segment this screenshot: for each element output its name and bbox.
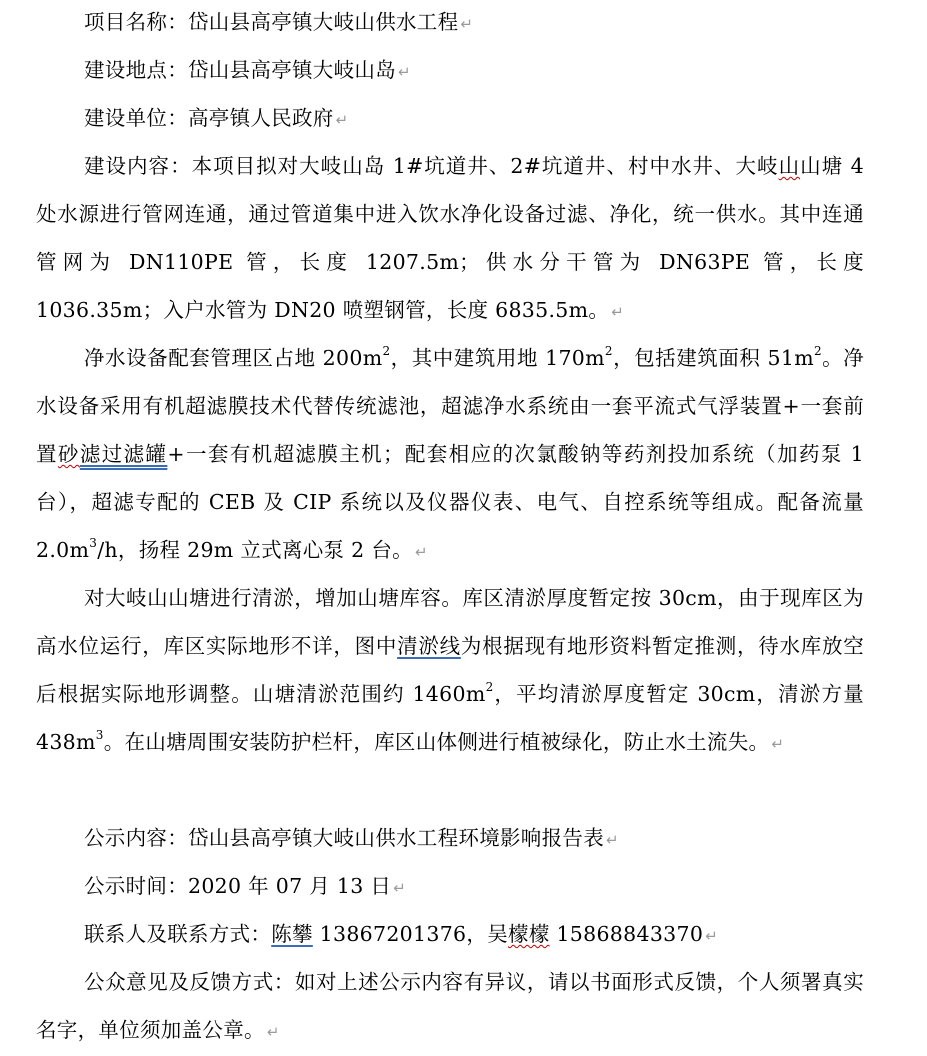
superscript: 2 <box>485 680 494 695</box>
paragraph-mark-icon: ↵ <box>398 63 411 81</box>
project-name-value: 岱山县高亭镇大岐山供水工程 <box>188 10 459 34</box>
paragraph-mark-icon: ↵ <box>266 1023 280 1041</box>
dredging-paragraph <box>36 574 864 768</box>
dredging-text: 对大岐山山塘进行清淤，增加山塘库容。库区清淤厚度暂定按 30cm，由于现库区为高水位运行，库区实际地形不详，图中 <box>36 586 864 658</box>
equipment-text: 净水设备配套管理区占地 200m <box>84 346 383 370</box>
superscript: 2 <box>813 344 822 359</box>
superscript: 2 <box>382 344 391 359</box>
superscript: 3 <box>95 728 104 743</box>
builder-line <box>36 94 864 144</box>
notice-content-value: 岱山县高亭镇大岐山供水工程环境影响报告表 <box>188 826 604 850</box>
equipment-text: ，包括建筑面积 51m <box>612 346 814 370</box>
grammar-marked-text: 滤过滤罐 <box>79 442 168 466</box>
contact-name: 陈攀 <box>271 922 313 946</box>
builder-label: 建设单位： <box>84 106 188 130</box>
contact-phone: 13867201376， <box>312 922 488 946</box>
paragraph-mark-icon: ↵ <box>771 735 785 753</box>
equipment-text: +一套有机超滤膜主机；配套相应的次氯酸钠等药剂投加系统（加药泵 1 台），超滤专配的 CEB 及 CIP 系统以及仪器仪表、电气、自控系统等组成。配备流量 2.0m <box>36 442 864 562</box>
paragraph-mark-icon: ↵ <box>606 831 619 849</box>
paragraph-mark-icon: ↵ <box>414 543 428 561</box>
notice-time-line <box>36 862 864 912</box>
paragraph-mark-icon: ↵ <box>705 927 719 945</box>
contact-name: 吴 <box>487 922 509 946</box>
contact-phone: 15868843370 <box>549 922 704 946</box>
paragraph-mark-icon: ↵ <box>335 111 349 129</box>
spellcheck-marked-text: 檬檬 <box>508 922 550 946</box>
dredging-text: 为根据现有地形资料暂定推测，待水库放空后根据实际地形调整。山塘清淤范围约 1460m <box>36 634 864 706</box>
paragraph-mark-icon: ↵ <box>611 303 625 321</box>
construction-content-text: 山塘 4 处水源进行管网连通，通过管道集中进入饮水净化设备过滤、净化，统一供水。其中连通管网为 DN110PE 管，长度 1207.5m；供水分干管为 DN63PE 管，长度 1036.35m；入户水管为 DN20 喷塑钢管，长度 6835.5m。 <box>36 154 864 322</box>
equipment-paragraph <box>36 334 864 576</box>
notice-content-label: 公示内容： <box>84 826 188 850</box>
construction-content-text: 建设内容：本项目拟对大岐山岛 1#坑道井、2#坑道井、村中水井、大岐 <box>84 154 779 178</box>
spellcheck-marked-text: 砂 <box>57 442 80 466</box>
notice-time-label: 公示时间： <box>84 874 188 898</box>
project-name-label: 项目名称： <box>84 10 188 34</box>
contact-line <box>36 910 864 960</box>
superscript: 2 <box>604 344 613 359</box>
site-value: 岱山县高亭镇大岐山岛 <box>188 58 396 82</box>
builder-value: 高亭镇人民政府 <box>188 106 334 130</box>
dredging-text: 。在山塘周围安装防护栏杆，库区山体侧进行植被绿化，防止水土流失。 <box>103 730 770 754</box>
feedback-text: 公众意见及反馈方式：如对上述公示内容有异议，请以书面形式反馈，个人须署真实名字，单位须加盖公章。 <box>36 970 864 1042</box>
site-line <box>36 46 864 96</box>
equipment-text: ，其中建筑用地 170m <box>390 346 605 370</box>
equipment-text: /h，扬程 29m 立式离心泵 2 台。 <box>97 538 413 562</box>
construction-content-paragraph <box>36 142 864 336</box>
paragraph-mark-icon: ↵ <box>460 15 474 33</box>
contact-label: 联系人及联系方式： <box>84 922 272 946</box>
notice-time-value: 2020 年 07 月 13 日 <box>188 874 392 898</box>
dredging-text: ，平均清淤厚度暂定 30cm，清淤方量 438m <box>36 682 864 754</box>
equipment-text: 。净水设备采用有机超滤膜技术代替传统滤池，超滤净水系统由一套平流式气浮装置+一套前置 <box>36 346 865 466</box>
paragraph-mark-icon: ↵ <box>393 879 407 897</box>
project-name-line <box>36 0 864 48</box>
superscript: 3 <box>89 536 98 551</box>
grammar-marked-text: 清淤线 <box>397 634 461 658</box>
notice-content-line <box>36 814 864 864</box>
feedback-paragraph <box>36 958 864 1056</box>
site-label: 建设地点： <box>84 58 188 82</box>
spellcheck-marked-text: 山 <box>778 154 801 178</box>
